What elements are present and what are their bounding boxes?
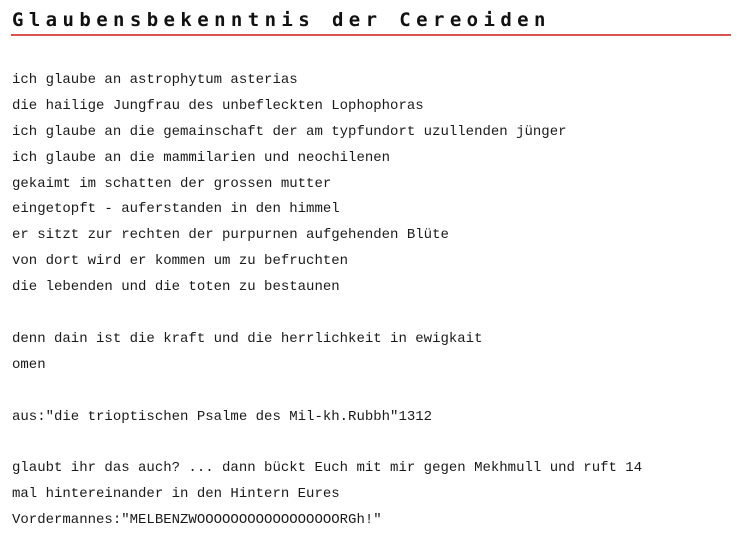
creed-line: eingetopft - auferstanden in den himmel — [12, 201, 340, 218]
page-title: Glaubensbekenntnis der Cereoiden — [12, 9, 551, 31]
closing-line: omen — [12, 356, 46, 373]
creed-line: ich glaube an astrophytum asterias — [12, 72, 298, 88]
closing-line: denn dain ist die kraft und die herrlichkeit in ewigkait — [12, 330, 483, 347]
stanza-spacer — [12, 379, 642, 405]
postscript-line: Vordermannes:"MELBENZWOOOOOOOOOOOOOOOOORGh!" — [12, 512, 382, 529]
stanza-spacer — [12, 430, 642, 456]
stanza-spacer — [12, 301, 642, 327]
source-citation: aus:"die trioptischen Psalme des Mil-kh.Rubbh"1312 — [12, 408, 433, 425]
creed-line: die hailige Jungfrau des unbefleckten Lophophoras — [12, 97, 424, 114]
postscript-line: mal hintereinander in den Hintern Eures — [12, 486, 340, 503]
postscript-line: glaubt ihr das auch? ... dann bückt Euch mit mir gegen Mekhmull und ruft 14 — [12, 460, 643, 477]
title-underline — [11, 34, 731, 36]
creed-line: gekaimt im schatten der grossen mutter — [12, 175, 332, 192]
creed-line: ich glaube an die gemainschaft der am typfundort uzullenden jünger — [12, 123, 567, 140]
creed-text — [12, 68, 642, 534]
creed-line: von dort wird er kommen um zu befruchten — [12, 253, 349, 270]
creed-line: die lebenden und die toten zu bestaunen — [12, 279, 340, 296]
creed-line: ich glaube an die mammilarien und neochilenen — [12, 149, 391, 166]
creed-line: er sitzt zur rechten der purpurnen aufgehenden Blüte — [12, 227, 449, 244]
